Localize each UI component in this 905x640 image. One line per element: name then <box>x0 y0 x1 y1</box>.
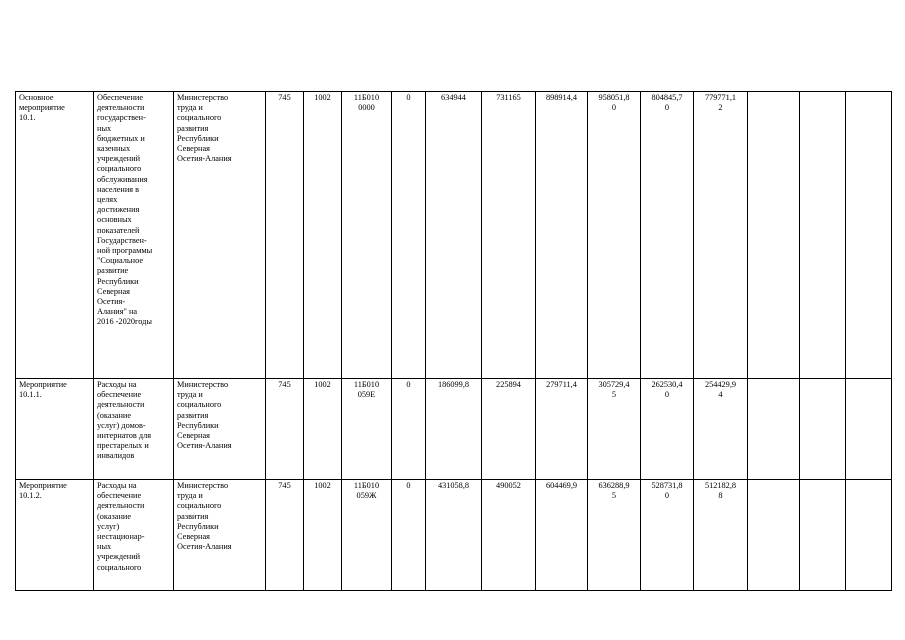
rzpr-cell: 1002 <box>304 92 342 379</box>
measure-name-cell: Обеспечение деятельности государствен- ных бюджетных и казенных учреждений социального обслуживания населения в целях достижения основных показателей Государствен- ной программы "Социальное развитие Республики Северная Осетия- Алания" на 2016 -2020годы <box>94 92 174 379</box>
grbs-cell: 745 <box>266 92 304 379</box>
value-cell: 225894 <box>482 379 536 480</box>
measure-name-cell: Расходы на обеспечение деятельности (оказание услуг) домов- интернатов для престарелых и инвалидов <box>94 379 174 480</box>
measure-name-cell: Расходы на обеспечение деятельности (оказание услуг) нестационар- ных учреждений социального <box>94 480 174 591</box>
value-cell: 262530,4 0 <box>641 379 694 480</box>
table-row <box>16 92 892 379</box>
empty-cell <box>846 379 892 480</box>
value-cell: 958051,8 0 <box>588 92 641 379</box>
value-cell: 636288,9 5 <box>588 480 641 591</box>
empty-cell <box>748 92 800 379</box>
empty-cell <box>748 480 800 591</box>
value-cell: 254429,9 4 <box>694 379 748 480</box>
csr-cell: 11Б010 0000 <box>342 92 392 379</box>
value-cell: 898914,4 <box>536 92 588 379</box>
empty-cell <box>800 480 846 591</box>
value-cell: 279711,4 <box>536 379 588 480</box>
value-cell: 490052 <box>482 480 536 591</box>
executor-cell: Министерство труда и социального развития Республики Северная Осетия-Алания <box>174 92 266 379</box>
empty-cell <box>846 480 892 591</box>
status-cell: Мероприятие 10.1.2. <box>16 480 94 591</box>
value-cell: 731165 <box>482 92 536 379</box>
empty-cell <box>800 92 846 379</box>
value-cell: 779771,1 2 <box>694 92 748 379</box>
table-row <box>16 480 892 591</box>
executor-cell: Министерство труда и социального развития Республики Северная Осетия-Алания <box>174 379 266 480</box>
grbs-cell: 745 <box>266 379 304 480</box>
budget-table <box>15 91 892 591</box>
value-cell: 305729,4 5 <box>588 379 641 480</box>
value-cell: 604469,9 <box>536 480 588 591</box>
value-cell: 634944 <box>426 92 482 379</box>
rzpr-cell: 1002 <box>304 480 342 591</box>
csr-cell: 11Б010 059Ж <box>342 480 392 591</box>
csr-cell: 11Б010 059Е <box>342 379 392 480</box>
empty-cell <box>800 379 846 480</box>
vr-cell: 0 <box>392 379 426 480</box>
value-cell: 804845,7 0 <box>641 92 694 379</box>
vr-cell: 0 <box>392 92 426 379</box>
value-cell: 528731,8 0 <box>641 480 694 591</box>
executor-cell: Министерство труда и социального развития Республики Северная Осетия-Алания <box>174 480 266 591</box>
empty-cell <box>748 379 800 480</box>
table-row <box>16 379 892 480</box>
value-cell: 186099,8 <box>426 379 482 480</box>
value-cell: 512182,8 8 <box>694 480 748 591</box>
value-cell: 431058,8 <box>426 480 482 591</box>
status-cell: Основное мероприятие 10.1. <box>16 92 94 379</box>
empty-cell <box>846 92 892 379</box>
status-cell: Мероприятие 10.1.1. <box>16 379 94 480</box>
rzpr-cell: 1002 <box>304 379 342 480</box>
vr-cell: 0 <box>392 480 426 591</box>
grbs-cell: 745 <box>266 480 304 591</box>
